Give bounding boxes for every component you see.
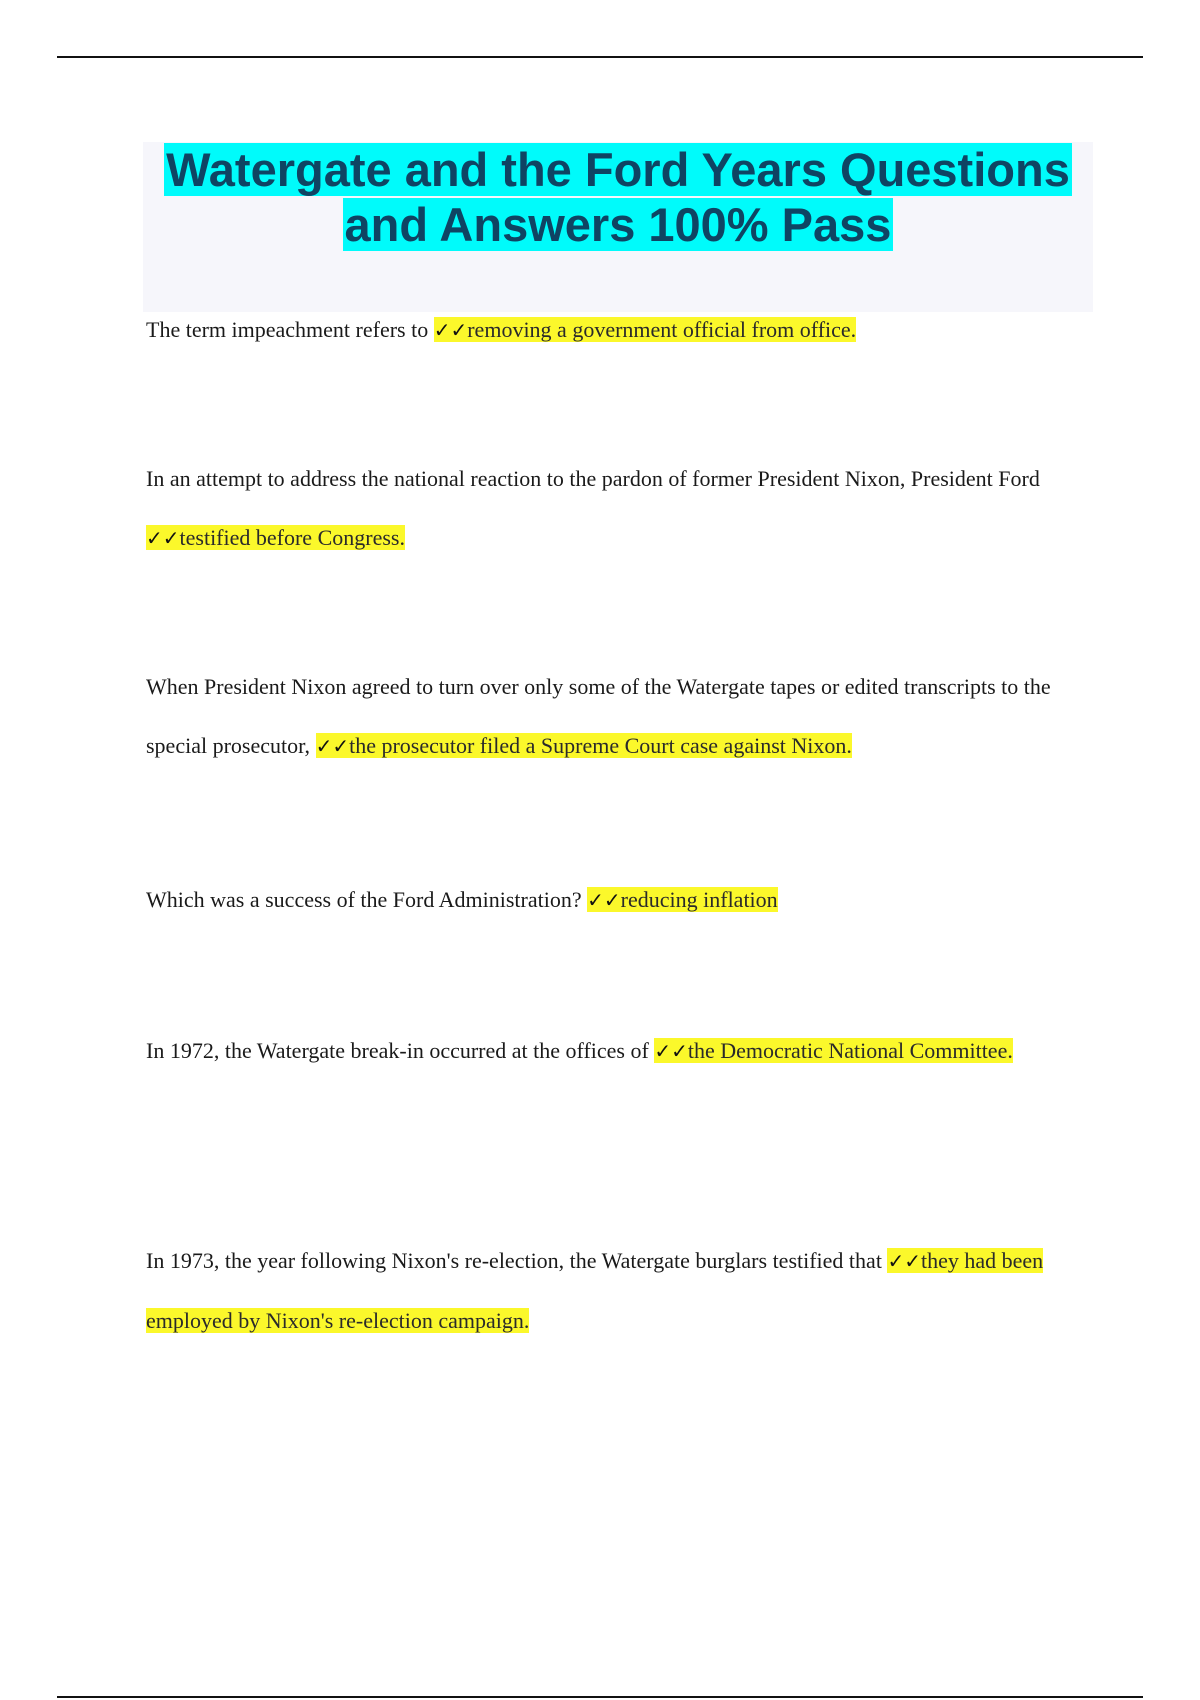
document-title — [143, 142, 1093, 252]
top-rule — [57, 56, 1143, 58]
check-mark-icon: ✓✓ — [654, 1039, 688, 1063]
answer-highlight — [654, 1038, 1013, 1063]
qa-item — [146, 449, 1096, 568]
question-text: In 1973, the year following Nixon's re-election, the Watergate burglars testified that — [146, 1248, 888, 1273]
check-mark-icon: ✓✓ — [587, 888, 621, 912]
answer-text: the prosecutor filed a Supreme Court case against Nixon. — [349, 733, 852, 758]
title-line-2: and Answers 100% Pass — [344, 198, 892, 251]
title-block — [143, 142, 1093, 312]
qa-item — [146, 300, 1096, 360]
title-line-1: Watergate and the Ford Years Questions — [166, 143, 1070, 196]
qa-item — [146, 657, 1096, 776]
answer-highlight — [146, 525, 405, 550]
answer-text: testified before Congress. — [179, 525, 405, 550]
check-mark-icon: ✓✓ — [146, 526, 180, 550]
qa-item — [146, 1021, 1096, 1081]
answer-text: the Democratic National Committee. — [687, 1038, 1013, 1063]
answer-highlight — [587, 887, 778, 912]
bottom-rule — [57, 1696, 1143, 1698]
question-text: When President Nixon agreed to turn over only some of the Watergate tapes or edited transcripts to the special prosecutor, — [146, 674, 1051, 758]
qa-item — [146, 870, 1096, 930]
qa-item — [146, 1231, 1096, 1350]
answer-highlight — [316, 733, 852, 758]
check-mark-icon: ✓✓ — [433, 318, 468, 342]
question-text: The term impeachment refers to — [146, 317, 434, 342]
answer-text: they had been employed by Nixon's re-election campaign. — [146, 1248, 1044, 1333]
check-mark-icon: ✓✓ — [887, 1249, 921, 1273]
answer-text: reducing inflation — [620, 887, 778, 912]
question-text: Which was a success of the Ford Administration? — [146, 887, 588, 912]
check-mark-icon: ✓✓ — [315, 734, 350, 758]
question-text: In 1972, the Watergate break-in occurred at the offices of — [146, 1038, 655, 1063]
answer-text: removing a government official from office. — [467, 317, 857, 342]
answer-highlight — [434, 317, 856, 342]
question-text: In an attempt to address the national reaction to the pardon of former President Nixon, President Ford — [146, 466, 1040, 491]
